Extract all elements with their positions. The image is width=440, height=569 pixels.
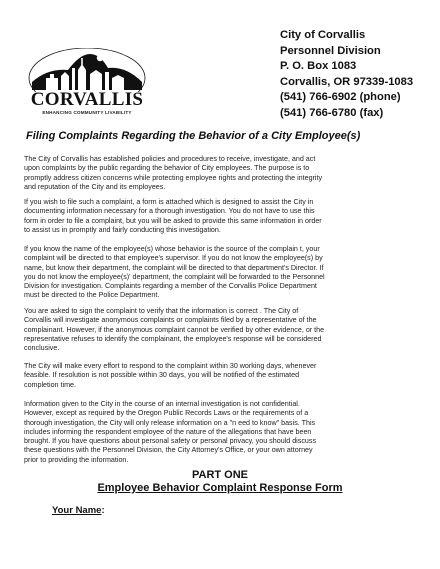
- paragraph-routing: [24, 245, 384, 301]
- text-line: includes informing the respondent employee of the nature of the allegations that have been: [24, 427, 312, 436]
- text-line: completion time.: [24, 380, 76, 389]
- text-line: conclusive.: [24, 344, 60, 353]
- logo-wordmark: CORVALLIS: [30, 89, 144, 110]
- paragraph-policy: [24, 155, 384, 192]
- text-line: documenting information necessary for a thorough investigation. You do not have to use this: [24, 207, 315, 216]
- text-line: The City will make every effort to respond to the complaint within 30 working days, whenever: [24, 362, 317, 370]
- address-line: P. O. Box 1083: [280, 60, 357, 72]
- corvallis-logo: [28, 48, 146, 126]
- your-name-text: Your Name: [52, 505, 102, 516]
- text-line: The City of Corvallis has established policies and procedures to receive, investigate, and act: [24, 155, 316, 163]
- text-line: You are asked to sign the complaint to verify that the information is correct . The City of: [24, 307, 299, 315]
- address-line: Corvallis, OR 97339-1083: [280, 75, 414, 88]
- skyline-emblem-icon: [28, 48, 146, 92]
- paragraph-form-info: [24, 198, 384, 235]
- text-line: feasible. If resolution is not possible within 30 days, you will be notified of the estimated: [24, 371, 300, 380]
- text-line: to assist us in promptly and fairly conducting this investigation.: [24, 225, 221, 234]
- text-line: However, except as required by the Oregon Public Records Laws or the requirements of a: [24, 409, 309, 418]
- paragraph-response-time: [24, 362, 384, 390]
- text-line: Division for investigation. Complaints regarding a member of the Corvallis Police Department: [24, 282, 317, 291]
- document-title: Filing Complaints Regarding the Behavior of a City Employee(s): [26, 130, 361, 142]
- paragraph-confidentiality: [24, 400, 384, 465]
- text-line: upon complaints by the public regarding the behavior of City employees. The purpose is to: [24, 164, 310, 173]
- name-colon: :: [101, 505, 105, 516]
- form-title: Employee Behavior Complaint Response Form: [97, 482, 343, 494]
- text-line: prior to providing the information.: [24, 455, 129, 464]
- text-line: promptly address citizen concerns while protecting employee rights and protecting the integrity: [24, 173, 323, 182]
- text-line: these questions with the Personnel Division, the City Attorney's Office, or your own attorney: [24, 446, 313, 455]
- address-line: City of Corvallis: [280, 29, 366, 41]
- text-line: complaint will be directed to that employee's supervisor. If you do not know the employee(s) by: [24, 254, 323, 263]
- text-line: name, but know their department, the complaint will be directed to that department's Director. If: [24, 263, 324, 272]
- paragraph-signature: [24, 307, 384, 353]
- text-line: Information given to the City in the course of an internal investigation is not confidential.: [24, 400, 300, 408]
- address-line: Personnel Division: [280, 44, 381, 57]
- text-line: If you wish to file such a complaint, a form is attached which is designed to assist the City in: [24, 198, 314, 206]
- address-block: [280, 28, 413, 121]
- fax-line: (541) 766-6780 (fax): [280, 106, 384, 119]
- logo-tagline: ENHANCING COMMUNITY LIVABILITY: [42, 110, 132, 115]
- text-line: thorough investigation, the City will only release information on a "n eed to know" basis. This: [24, 418, 316, 427]
- text-line: Corvallis will investigate anonymous complaints or complaints filed by a representative of the: [24, 316, 317, 325]
- text-line: brought. If you have questions about personal safety or personal privacy, you should discuss: [24, 437, 317, 446]
- phone-line: (541) 766-6902 (phone): [280, 91, 401, 103]
- your-name-label: [52, 505, 105, 516]
- text-line: must be directed to the Police Department.: [24, 291, 160, 300]
- text-line: and reputation of the City and its employees.: [24, 182, 166, 191]
- text-line: form in order to file a complaint, but you will be asked to provide this same information in order: [24, 216, 322, 225]
- text-line: you do not know the employee(s)' department, the complaint will be forwarded to the Personnel: [24, 272, 325, 281]
- text-line: complainant. However, if the anonymous complaint cannot be verified by other evidence, or the: [24, 325, 325, 334]
- part-heading: PART ONE: [191, 469, 249, 481]
- text-line: representative refuses to identify the complainant, the employee's response will be considered: [24, 334, 322, 343]
- text-line: If you know the name of the employee(s) whose behavior is the source of the complain t, your: [24, 245, 320, 253]
